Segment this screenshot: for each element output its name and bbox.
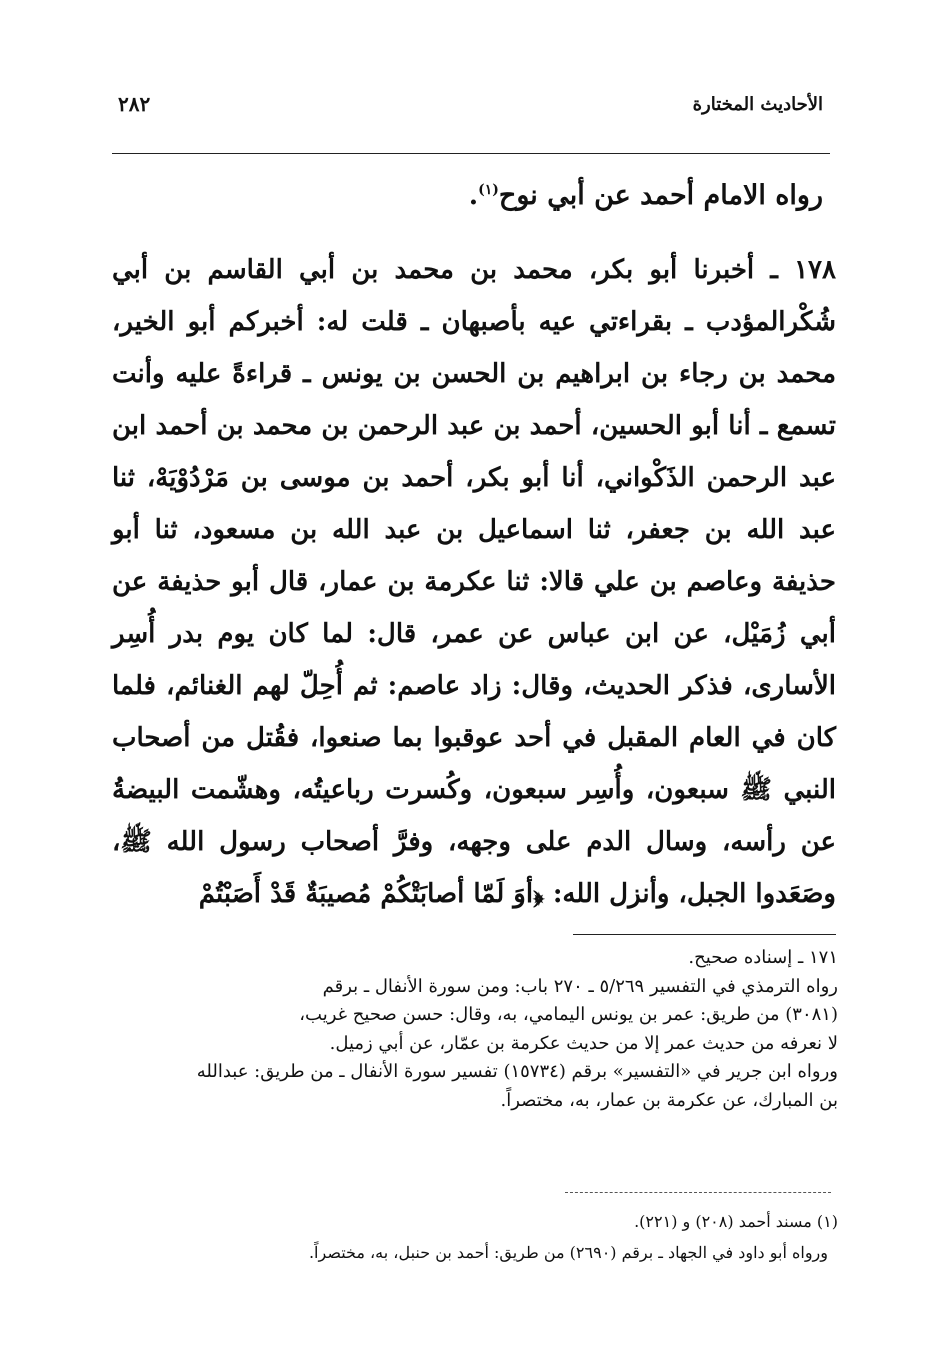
footnote-ref: (١) (478, 182, 499, 198)
intro-text: رواه الامام أحمد عن أبي نوح (498, 180, 823, 211)
notes-line: بن المبارك، عن عكرمة بن عمار، به، مختصراً. (500, 1089, 838, 1111)
footnote-1-continuation: ورواه أبو داود في الجهاد ـ برقم (٢٦٩٠) من طريق: أحمد بن حنبل، به، مختصراً. (308, 1243, 828, 1262)
takhrij-notes (116, 944, 838, 1115)
notes-divider (573, 934, 836, 935)
notes-line: (٣٠٨١) من طريق: عمر بن يونس اليمامي، به، وقال: حسن صحيح غريب، (299, 1004, 838, 1025)
hadith-body: ١٧٨ ـ أخبرنا أبو بكر، محمد بن محمد بن أبي القاسم بن أبي شُكْرالمؤدب ـ بقراءتي عيه بأصبهان ـ قلت له: أخبركم أبو الخير، محمد بن رجاء بن ابراهيم بن الحسن بن يونس ـ قراءةً عليه وأنت تسمع ـ أنا أبو الحسين، أحمد بن عبد الرحمن بن محمد بن أحمد ابن عبد الرحمن الذَكْواني، أنا أبو بكر، أحمد بن موسى بن مَرْدُوْيَهْ، ثنا عبد الله بن جعفر، ثنا اسماعيل بن عبد الله بن مسعود، ثنا أبو حذيفة وعاصم بن علي قالا: ثنا عكرمة بن عمار، قال أبو حذيفة عن أبي زُمَيْل، عن ابن عباس عن عمر، قال: لما كان يوم بدر أُسِر الأسارى، فذكر الحديث، وقال: زاد عاصم: ثم أُحِلّ لهم الغنائم، فلما كان في العام المقبل في أحد عوقبوا بما صنعوا، فقُتل من أصحاب النبي ﷺ سبعون، وأُسِر سبعون، وكُسرت رباعيتُه، وهشّمت البيضةُ عن رأسه، وسال الدم على وجهه، وفرَّ أصحاب رسول الله ﷺ، وصَعَدوا الجبل، وأنزل الله: ﴿أوَ لَمّا أصابَتْكُمْ مُصيبَةٌ قَدْ أَصَبْتُمْ (112, 255, 836, 909)
notes-line: رواه الترمذي في التفسير ٥/٢٦٩ ـ ٢٧٠ باب: ومن سورة الأنفال ـ برقم (322, 975, 838, 997)
page-number: ٢٨٢ (118, 92, 151, 116)
header-divider (112, 153, 830, 154)
footnotes (150, 1206, 838, 1268)
footnote-1: (١) مسند أحمد (٢٠٨) و (٢٢١). (634, 1212, 838, 1231)
intro-end: . (468, 180, 479, 211)
footnotes-divider (565, 1192, 831, 1193)
notes-line: لا نعرفه من حديث عمر إلا من حديث عكرمة بن عمّار، عن أبي زميل. (329, 1032, 838, 1054)
running-title: الأحاديث المختارة (692, 94, 823, 115)
notes-line: ورواه ابن جرير في «التفسير» برقم (١٥٧٣٤) تفسير سورة الأنفال ـ من طريق: عبدالله (196, 1061, 838, 1082)
notes-heading: ١٧١ ـ إسناده صحيح. (688, 947, 838, 968)
intro-line (103, 180, 823, 211)
